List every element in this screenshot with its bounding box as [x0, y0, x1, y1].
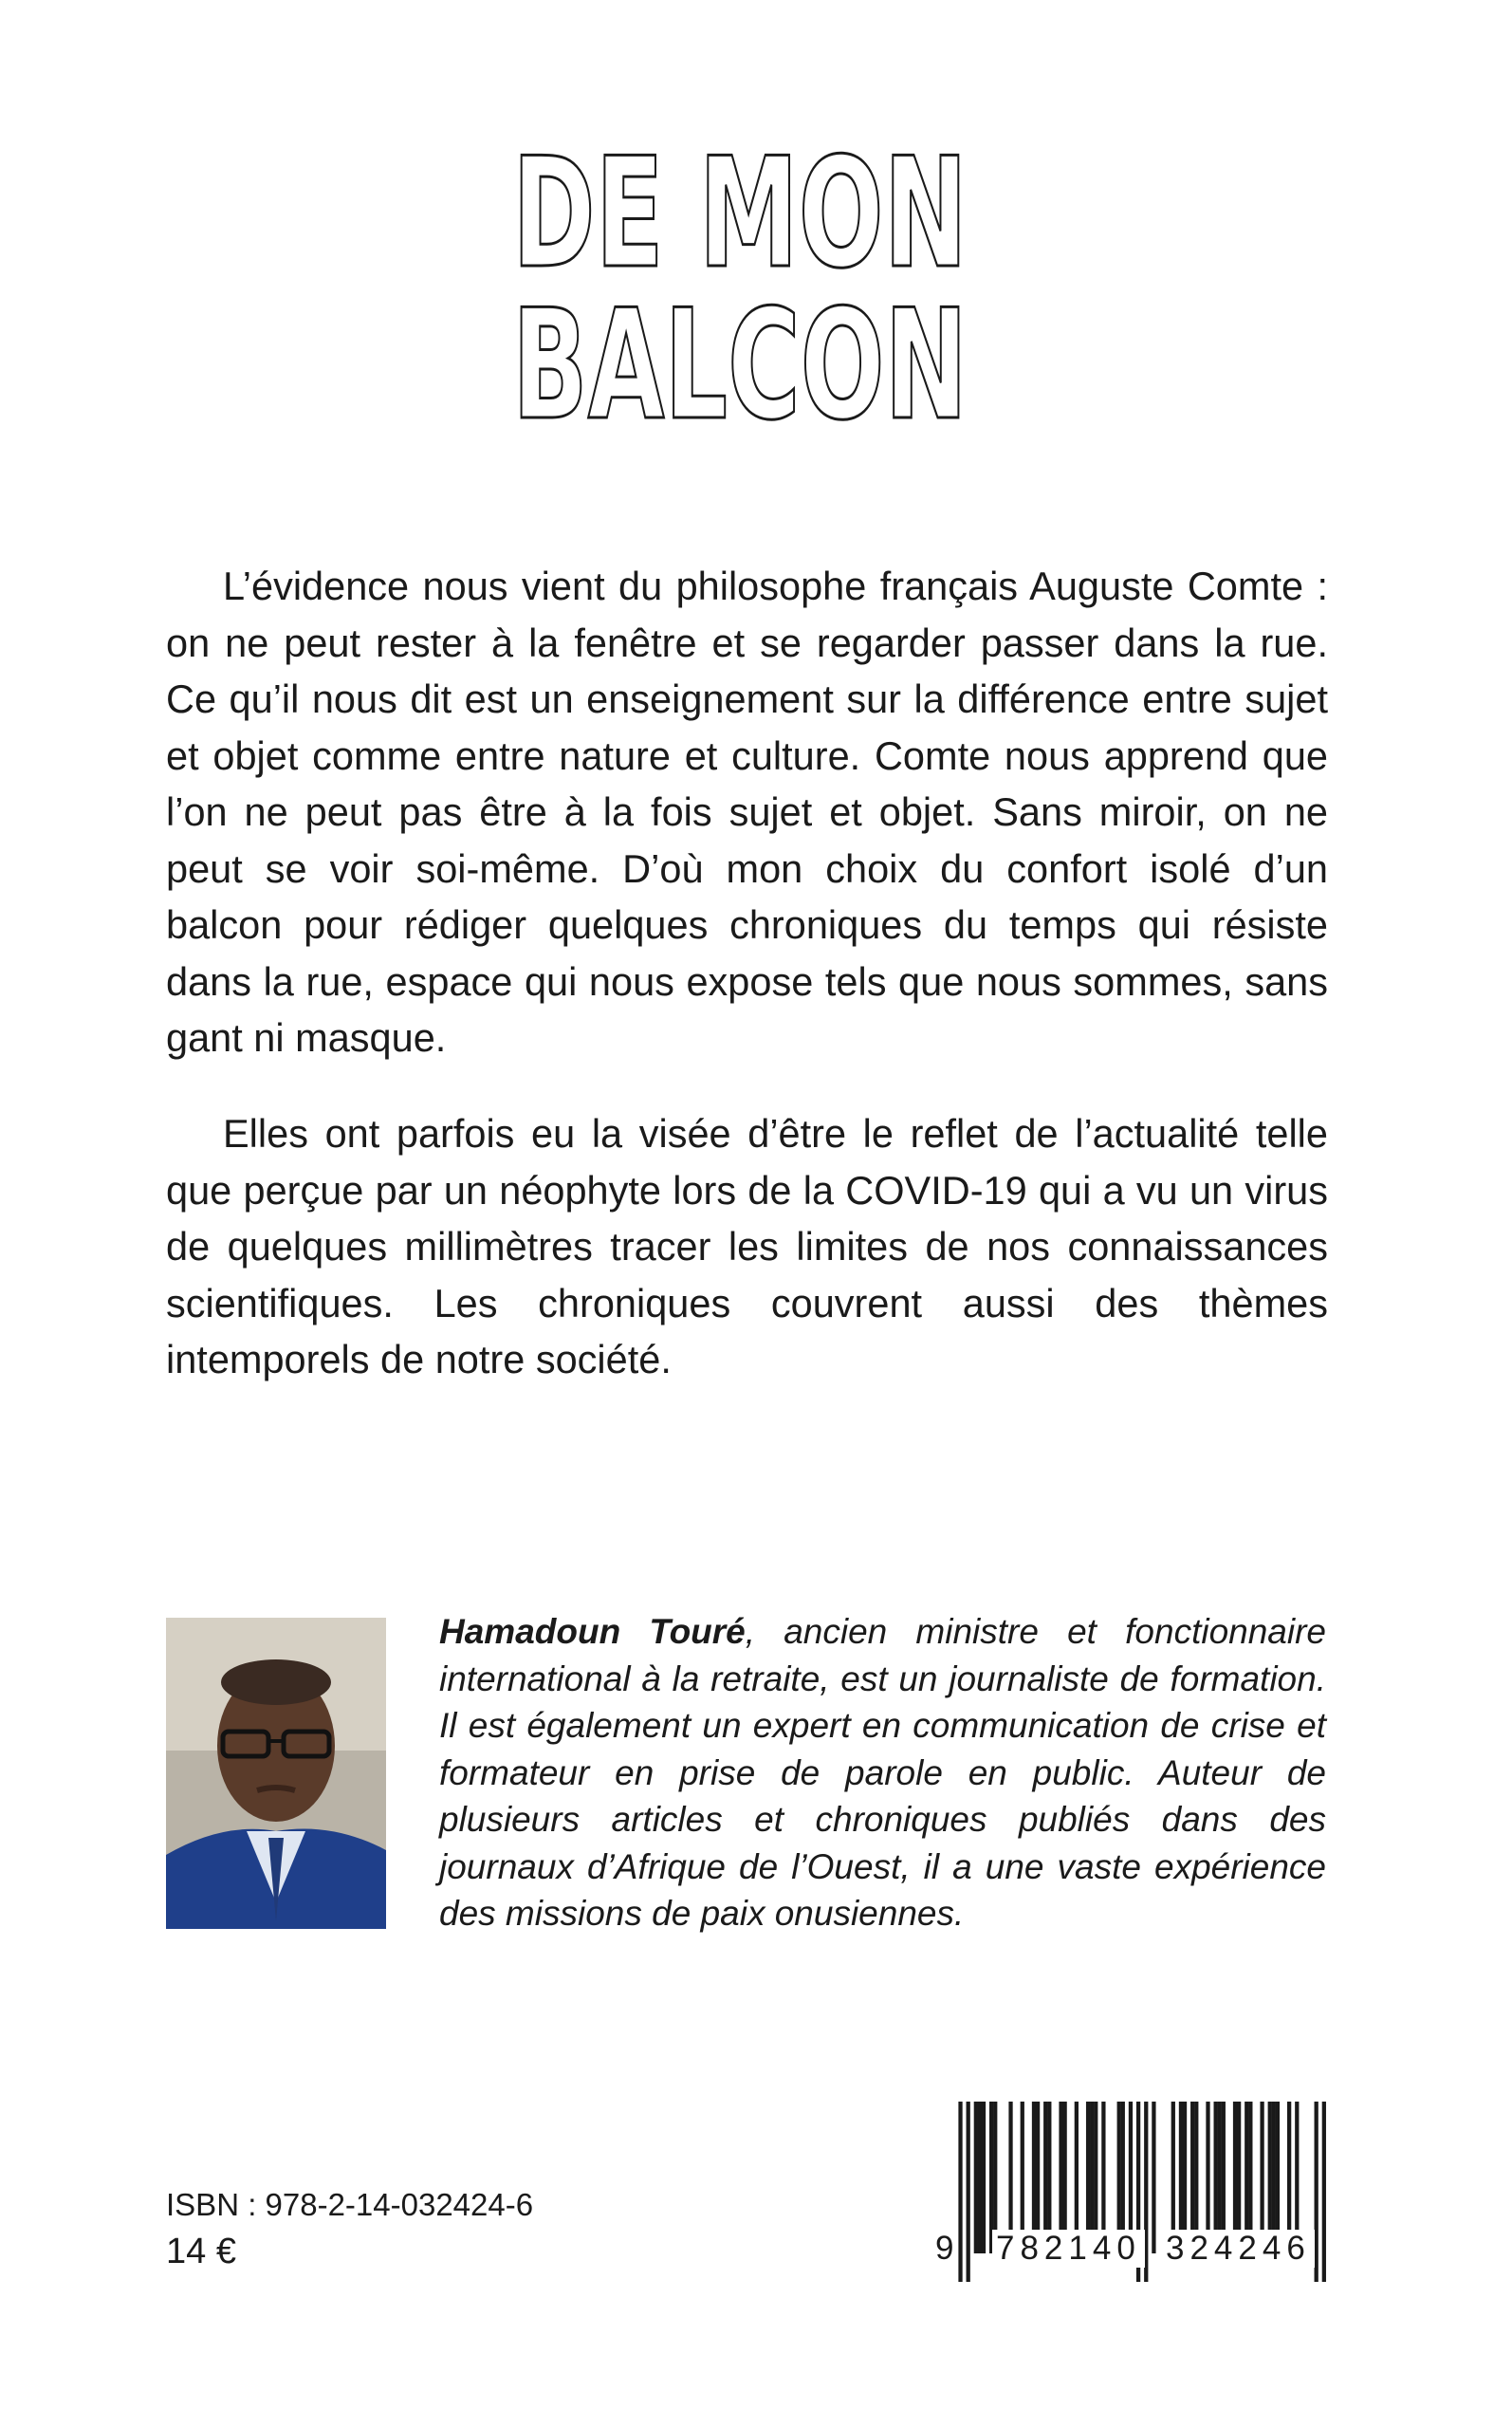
author-name: Hamadoun Touré [439, 1612, 746, 1651]
book-title [512, 124, 1043, 454]
barcode-bar [1152, 2102, 1155, 2253]
barcode-bar [1315, 2102, 1318, 2282]
barcode-bar [974, 2102, 978, 2253]
barcode-bar [967, 2102, 970, 2282]
author-photo [166, 1618, 386, 1929]
barcode-bar [1322, 2102, 1326, 2282]
barcode-first-digit: 9 [935, 2230, 960, 2267]
blurb-paragraph-2: Elles ont parfois eu la visée d’être le reflet de l’actualité telle que perçue par un néophyte lors de la COVID-19 qui a vu un virus de quelques millimètres tracer les limites de nos connaissances scientifiques. Les chroniques couvrent aussi des thèmes intemporels de notre société. [166, 1111, 1328, 1381]
barcode-right-digits: 324246 [1162, 2230, 1315, 2268]
barcode-bar [982, 2102, 986, 2253]
blurb-paragraph-1: L’évidence nous vient du philosophe français Auguste Comte : on ne peut rester à la fenêtre et se regarder passer dans la rue. Ce qu’il nous dit est un enseignement sur la différence entre sujet et objet comme entre nature et culture. Comte nous apprend que l’on ne peut pas être à la fois sujet et objet. Sans miroir, on ne peut se voir soi-même. D’où mon choix du confort isolé d’un balcon pour rédiger quelques chroniques du temps qui résiste dans la rue, espace qui nous expose tels que nous sommes, sans gant ni masque. [166, 564, 1328, 1060]
barcode-left-digits: 782140 [992, 2230, 1145, 2268]
author-bio [439, 1608, 1326, 1937]
barcode-bar [978, 2102, 982, 2253]
title-line-2: BALCON [512, 276, 968, 454]
title-line-1: DE MON [512, 124, 968, 302]
price: 14 € [166, 2232, 236, 2271]
isbn: ISBN : 978-2-14-032424-6 [166, 2187, 534, 2222]
author-bio-text: , ancien ministre et fonctionnaire international à la retraite, est un journaliste de formation. Il est également un expert en communication de crise et formateur en prise de parole en public. Auteur de plusieurs articles et chroniques publiés dans des journaux d’Afrique de l’Ouest, il a une vaste expérience des missions de paix onusiennes. [439, 1612, 1326, 1933]
